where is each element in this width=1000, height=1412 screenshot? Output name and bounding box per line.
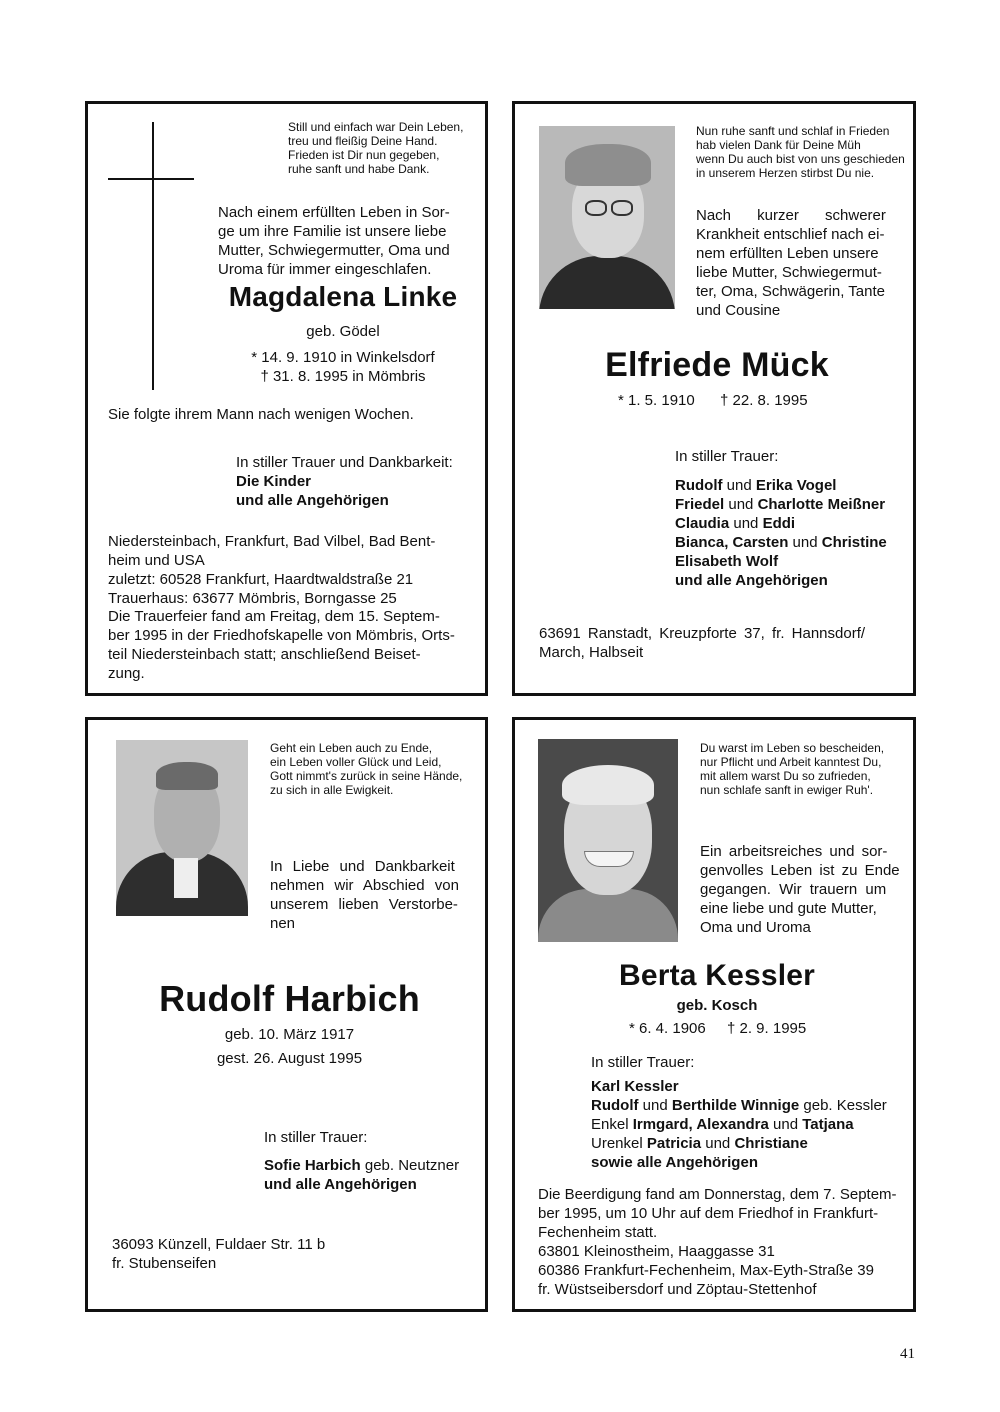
mourners: Karl Kessler Rudolf und Berthilde Winnige geb. Kessler Enkel Irmgard, Alexandra und Tatjana Urenkel Patricia und Christiane sowie alle Angehörigen <box>591 1078 887 1171</box>
birth-date: * 6. 4. 1906 <box>629 1020 706 1037</box>
poem: Geht ein Leben auch zu Ende, ein Leben voller Glück und Leid, Gott nimmt's zurück in seine Hände, zu sich in alle Ewigkeit. <box>270 741 463 797</box>
birth-date: * 1. 5. 1910 <box>618 392 695 409</box>
maiden-name: geb. Kosch <box>676 997 758 1014</box>
intro-text: Nach einem erfüllten Leben in Sor- ge um ihre Familie ist unsere liebe Mutter, Schwiegermutter, Oma und Uroma für immer eingeschlafen. <box>218 204 450 278</box>
death-date: gest. 26. August 1995 <box>216 1050 363 1067</box>
maiden-name: geb. Gödel <box>306 323 380 340</box>
portrait-photo <box>116 740 248 916</box>
address: 63691 Ranstadt, Kreuzpforte 37, fr. Hannsdorf/ March, Halbseit <box>539 625 866 661</box>
poem-line: treu und fleißig Deine Hand. <box>288 134 438 148</box>
mourners: Die Kinder und alle Angehörigen <box>236 473 389 509</box>
mourners: Sofie Harbich geb. Neutzner und alle Angehörigen <box>264 1157 460 1193</box>
death-date: † 22. 8. 1995 <box>720 392 808 409</box>
obituary-berta-kessler <box>512 717 916 1312</box>
poem <box>288 120 463 176</box>
portrait-photo <box>538 739 678 942</box>
mourners: Rudolf und Erika Vogel Friedel und Charlotte Meißner Claudia und Eddi Bianca, Carsten und Christine Elisabeth Wolf und alle Angehörigen <box>675 477 887 589</box>
note: Sie folgte ihrem Mann nach wenigen Wochen. <box>108 406 414 423</box>
funeral-notice: Die Beerdigung fand am Donnerstag, dem 7. Septem- ber 1995, um 10 Uhr auf dem Friedhof in Frankfurt- Fechenheim statt. <box>538 1186 897 1241</box>
obituary-elfriede-mueck <box>512 101 916 696</box>
mourning-heading: In stiller Trauer: <box>675 448 779 465</box>
birth-date: * 14. 9. 1910 in Winkelsdorf <box>251 349 435 366</box>
funeral-notice: Die Trauerfeier fand am Freitag, dem 15. Septem- ber 1995 in der Friedhofskapelle von Mömbris, Orts- teil Niedersteinbach statt; anschließend Beiset- zung. <box>108 608 455 682</box>
address: 36093 Künzell, Fuldaer Str. 11 b fr. Stubenseifen <box>112 1236 326 1272</box>
poem-line: ruhe sanft und habe Dank. <box>288 162 430 176</box>
intro-text: Nach kurzer schwerer Krankheit entschlief nach ei- nem erfüllten Leben unsere liebe Mutter, Schwiegermut- ter, Oma, Schwägerin, Tante und Cousine <box>696 207 886 319</box>
obituary-magdalena-linke <box>85 101 488 696</box>
birth-date: geb. 10. März 1917 <box>224 1026 355 1043</box>
cross-icon <box>108 122 194 390</box>
death-date: † 31. 8. 1995 in Mömbris <box>260 368 426 385</box>
deceased-name: Rudolf Harbich <box>159 978 420 1019</box>
deceased-name: Berta Kessler <box>618 959 816 992</box>
obituary-rudolf-harbich <box>85 717 488 1312</box>
poem-line: Frieden ist Dir nun gegeben, <box>288 148 440 162</box>
intro-text: Ein arbeitsreiches und sor- genvolles Leben ist zu Ende gegangen. Wir trauern um eine liebe und gute Mutter, Oma und Uroma <box>700 843 900 936</box>
mourning-heading: In stiller Trauer und Dankbarkeit: <box>236 454 453 471</box>
poem-line: Still und einfach war Dein Leben, <box>288 120 464 134</box>
address: 63801 Kleinostheim, Haaggasse 31 60386 Frankfurt-Fechenheim, Max-Eyth-Straße 39 fr. Wüstseibersdorf und Zöptau-Stettenhof <box>538 1243 874 1298</box>
portrait-photo <box>539 126 675 309</box>
mourning-heading: In stiller Trauer: <box>264 1129 368 1146</box>
mourning-heading: In stiller Trauer: <box>591 1054 695 1071</box>
deceased-name: Elfriede Mück <box>605 346 829 384</box>
poem: Du warst im Leben so bescheiden, nur Pflicht und Arbeit kanntest Du, mit allem warst Du so zufrieden, nun schlafe sanft in ewiger Ruh'. <box>700 741 885 797</box>
page-number: 41 <box>900 1346 915 1362</box>
deceased-name: Magdalena Linke <box>228 281 458 312</box>
poem: Nun ruhe sanft und schlaf in Frieden hab vielen Dank für Deine Müh wenn Du auch bist von uns geschieden in unserem Herzen stirbst Du nie. <box>696 124 905 180</box>
death-date: † 2. 9. 1995 <box>727 1020 807 1037</box>
address: Niedersteinbach, Frankfurt, Bad Vilbel, Bad Bent- heim und USA zuletzt: 60528 Frankfurt, Haardtwaldstraße 21 Trauerhaus: 63677 Mömbris, Borngasse 25 <box>108 533 436 607</box>
intro-text: In Liebe und Dankbarkeit nehmen wir Abschied von unserem lieben Verstorbe- nen <box>270 858 459 932</box>
